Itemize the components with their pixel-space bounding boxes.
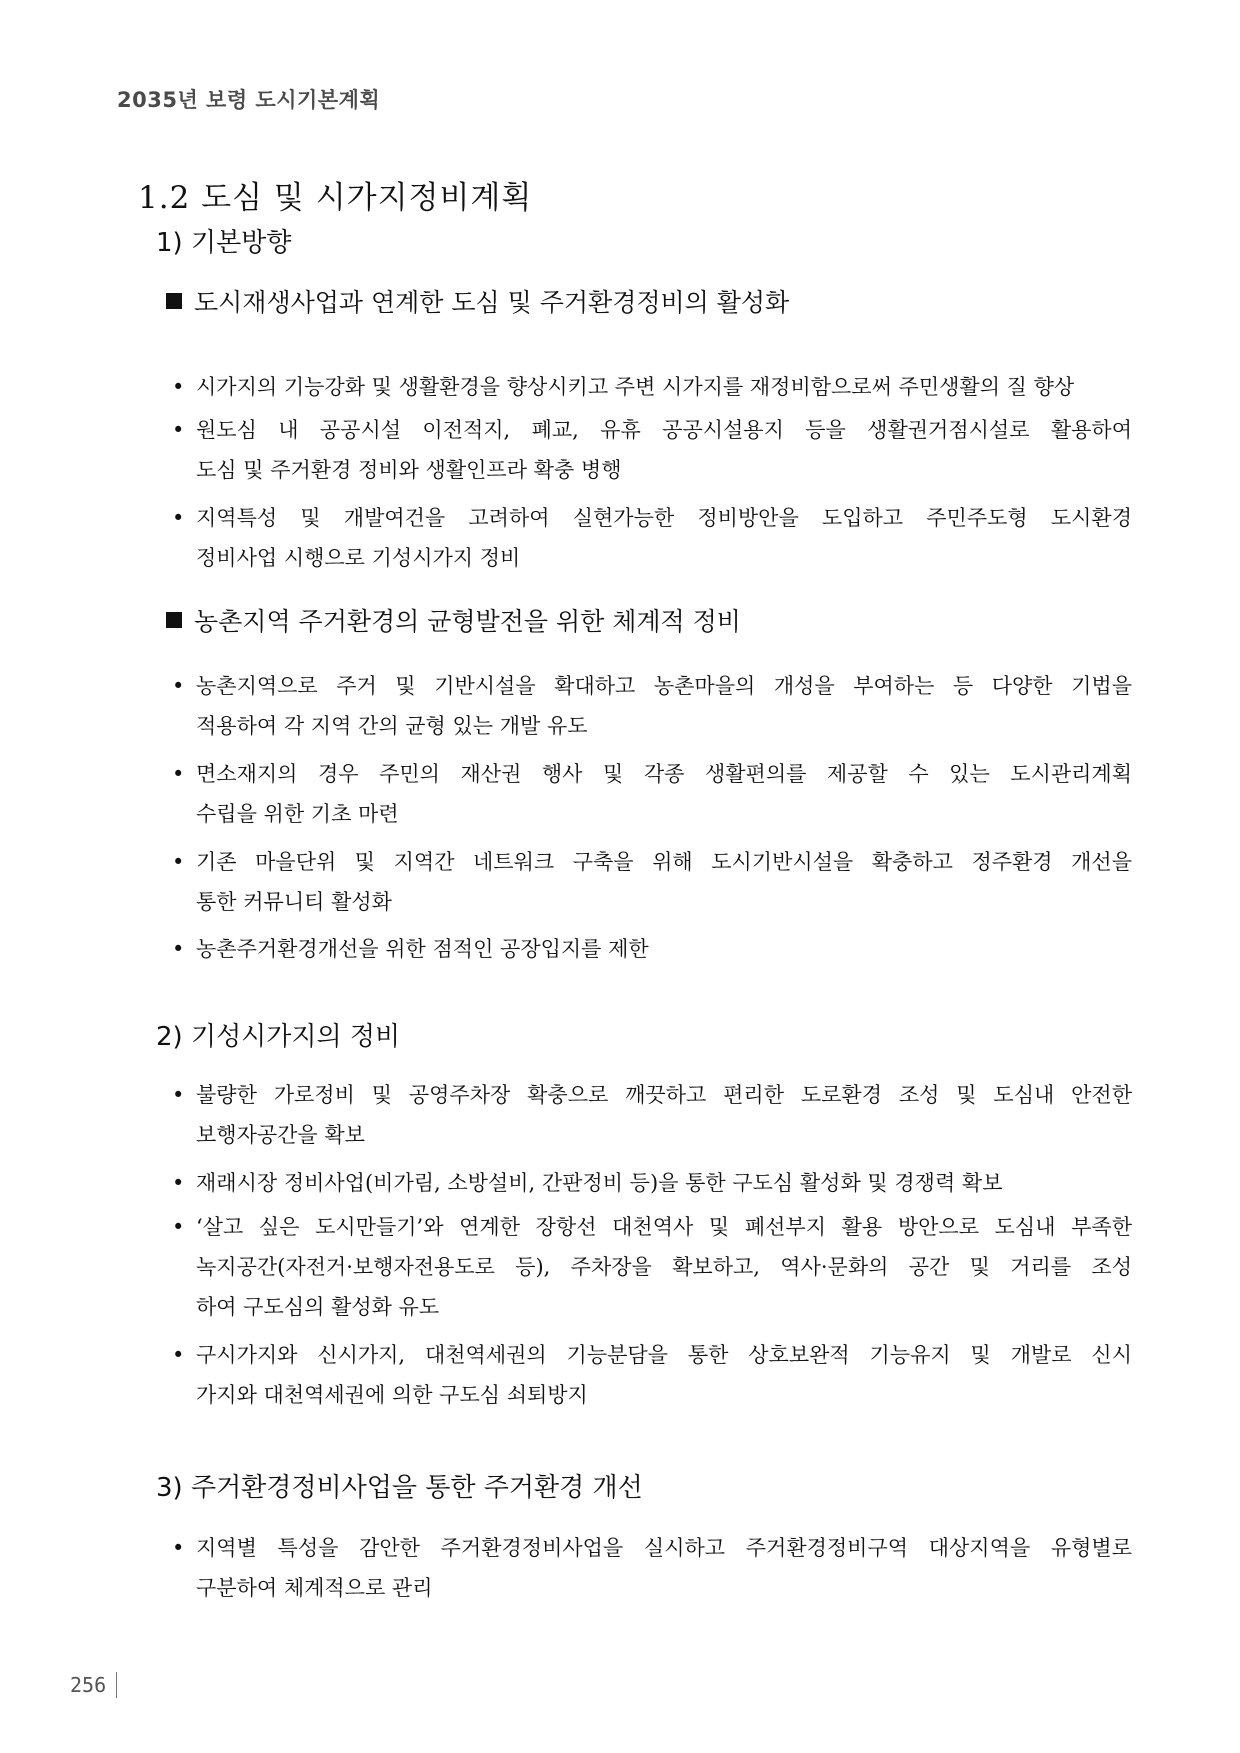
bullet-dot-icon: • xyxy=(172,418,185,442)
list-item xyxy=(172,929,1132,969)
page-number-divider xyxy=(116,1672,117,1698)
bullet-dot-icon: • xyxy=(172,506,185,530)
list-item-line: 불량한 가로정비 및 공영주차장 확충으로 깨끗하고 편리한 도로환경 조성 및 도심내 안전한 xyxy=(196,1083,1132,1107)
list-item xyxy=(172,842,1132,922)
list-item-line: 구시가지와 신시가지, 대천역세권의 기능분담을 통한 상호보완적 기능유지 및 개발로 신시 xyxy=(196,1343,1132,1367)
list-item-line: 보행자공간을 확보 xyxy=(196,1123,365,1147)
list-item-line: 적용하여 각 지역 간의 균형 있는 개발 유도 xyxy=(196,714,588,738)
bullet-dot-icon: • xyxy=(172,850,185,874)
list-item-line: 도심 및 주거환경 정비와 생활인프라 확충 병행 xyxy=(196,458,622,482)
list-item xyxy=(172,1207,1132,1327)
list-item-line: 재래시장 정비사업(비가림, 소방설비, 간판정비 등)을 통한 구도심 활성화 및 경쟁력 확보 xyxy=(196,1171,1003,1195)
subsection-heading-2: 2) 기성시가지의 정비 xyxy=(156,1022,401,1052)
list-item-line: 원도심 내 공공시설 이전적지, 폐교, 유휴 공공시설용지 등을 생활권거점시설로 활용하여 xyxy=(196,418,1132,442)
square-bullet-icon xyxy=(166,612,182,628)
list-item-line: 정비사업 시행으로 기성시가지 정비 xyxy=(196,546,521,570)
list-item xyxy=(172,1075,1132,1155)
block-heading-1 xyxy=(166,283,789,319)
list-item-line: 가지와 대천역세권에 의한 구도심 쇠퇴방지 xyxy=(196,1383,588,1407)
subsection-heading-1: 1) 기본방향 xyxy=(156,228,292,258)
block-heading-2 xyxy=(166,602,741,638)
list-item xyxy=(172,1528,1132,1608)
bullet-dot-icon: • xyxy=(172,674,185,698)
list-item-line: 통한 커뮤니티 활성화 xyxy=(196,890,392,914)
list-item xyxy=(172,1335,1132,1415)
bullet-dot-icon: • xyxy=(172,1536,185,1560)
list-item-line: 지역특성 및 개발여건을 고려하여 실현가능한 정비방안을 도입하고 주민주도형 도시환경 xyxy=(196,506,1132,530)
list-item-line: 농촌주거환경개선을 위한 점적인 공장입지를 제한 xyxy=(196,937,649,961)
list-item-line: 지역별 특성을 감안한 주거환경정비사업을 실시하고 주거환경정비구역 대상지역을 유형별로 xyxy=(196,1536,1132,1560)
block-heading-text: 도시재생사업과 연계한 도심 및 주거환경정비의 활성화 xyxy=(194,288,790,317)
list-item xyxy=(172,754,1132,834)
bullet-dot-icon: • xyxy=(172,375,185,399)
bullet-dot-icon: • xyxy=(172,1215,185,1239)
subsection-heading-3: 3) 주거환경정비사업을 통한 주거환경 개선 xyxy=(156,1473,643,1503)
page-number: 256 xyxy=(70,1673,107,1697)
list-item-line: 구분하여 체계적으로 관리 xyxy=(196,1576,433,1600)
list-item-line: 녹지공간(자전거·보행자전용도로 등), 주차장을 확보하고, 역사·문화의 공간 및 거리를 조성 xyxy=(196,1255,1132,1279)
list-item xyxy=(172,410,1132,490)
list-item xyxy=(172,367,1132,407)
section-title: 1.2 도심 및 시가지정비계획 xyxy=(138,180,533,216)
list-item xyxy=(172,666,1132,746)
running-header: 2035년 보령 도시기본계획 xyxy=(117,88,381,112)
block-heading-text: 농촌지역 주거환경의 균형발전을 위한 체계적 정비 xyxy=(194,607,741,636)
bullet-dot-icon: • xyxy=(172,1083,185,1107)
list-item-line: 수립을 위한 기초 마련 xyxy=(196,802,399,826)
list-item xyxy=(172,1163,1132,1203)
list-item-line: 면소재지의 경우 주민의 재산권 행사 및 각종 생활편의를 제공할 수 있는 도시관리계획 xyxy=(196,762,1132,786)
bullet-dot-icon: • xyxy=(172,937,185,961)
list-item-line: 하여 구도심의 활성화 유도 xyxy=(196,1295,440,1319)
list-item-line: 시가지의 기능강화 및 생활환경을 향상시키고 주변 시가지를 재정비함으로써 주민생활의 질 향상 xyxy=(196,375,1075,399)
list-item xyxy=(172,498,1132,578)
bullet-dot-icon: • xyxy=(172,1171,185,1195)
list-item-line: 농촌지역으로 주거 및 기반시설을 확대하고 농촌마을의 개성을 부여하는 등 다양한 기법을 xyxy=(196,674,1132,698)
list-item-line: ‘살고 싶은 도시만들기’와 연계한 장항선 대천역사 및 폐선부지 활용 방안으로 도심내 부족한 xyxy=(196,1215,1132,1239)
list-item-line: 기존 마을단위 및 지역간 네트워크 구축을 위해 도시기반시설을 확충하고 정주환경 개선을 xyxy=(196,850,1132,874)
square-bullet-icon xyxy=(166,293,182,309)
bullet-dot-icon: • xyxy=(172,1343,185,1367)
bullet-dot-icon: • xyxy=(172,762,185,786)
